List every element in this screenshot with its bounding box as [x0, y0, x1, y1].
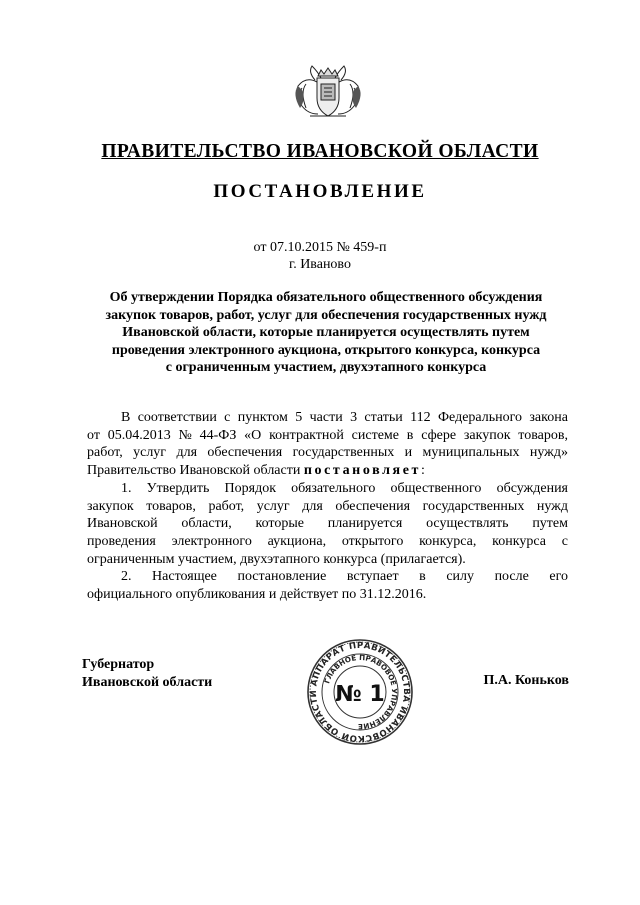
word: №	[178, 427, 192, 443]
word: обеспечения	[207, 445, 283, 461]
word: обсуждения	[496, 480, 568, 496]
subject-line: Ивановской области, которые планируется осуществлять путем	[122, 325, 530, 340]
signer-title-line: Губернатор	[82, 657, 155, 672]
word: товаров,	[518, 427, 568, 443]
city-line: г. Иваново	[289, 257, 351, 272]
word: с	[561, 533, 568, 549]
subject-line: проведения электронного аукциона, открытого конкурса, конкурса	[111, 342, 541, 358]
word: электронного	[171, 533, 252, 549]
word: закупок	[463, 427, 511, 443]
word: государственных	[422, 498, 525, 514]
document-body	[87, 409, 568, 604]
word: части	[309, 410, 343, 425]
word: общественного	[390, 480, 482, 496]
word: от	[87, 427, 100, 443]
word: 3	[350, 410, 358, 425]
subject-line: Об утверждении Порядка обязательного общественного обсуждения	[109, 290, 543, 305]
resolution-suffix: :	[421, 463, 425, 479]
resolution-keyword: постановляет	[303, 463, 421, 479]
word: в	[419, 569, 426, 585]
word: работ,	[208, 498, 245, 514]
word: Федерального	[437, 410, 523, 425]
word: контрактной	[269, 427, 344, 443]
body-line	[87, 409, 568, 427]
word: вступает	[346, 569, 399, 585]
word: «О	[244, 427, 262, 443]
word: для	[302, 498, 323, 514]
word: планируется	[327, 516, 403, 532]
word: услуг	[256, 498, 290, 514]
word: услуг	[133, 445, 167, 461]
word: 112	[410, 410, 431, 425]
word: закупок	[87, 498, 134, 514]
item2-line: официального опубликования и действует по 31.12.2016.	[87, 587, 427, 603]
word: Ивановской	[87, 516, 158, 532]
subject-line: с ограниченным участием, двухэтапного конкурса	[165, 360, 487, 375]
word: области,	[181, 516, 232, 532]
word: 44-ФЗ	[199, 427, 237, 443]
item1-line	[87, 480, 568, 498]
word: и	[404, 445, 413, 461]
word: в	[406, 427, 414, 443]
item1-line	[87, 515, 568, 533]
word: 1.	[121, 480, 132, 496]
item1-line: ограниченным участием, двухэтапного конкурса (прилагается).	[87, 551, 466, 567]
date-number-line: от 07.10.2015 № 459-п	[253, 240, 387, 255]
item1-line	[87, 498, 568, 516]
word: В	[121, 410, 131, 425]
word: Порядок	[224, 480, 277, 496]
word: 2.	[121, 569, 132, 585]
word: закона	[529, 410, 568, 425]
signer-title	[82, 656, 212, 691]
word: Утвердить	[146, 480, 210, 496]
word: 5	[295, 410, 303, 425]
signer-name: П.А. Коньков	[483, 673, 569, 688]
subject-line: закупок товаров, работ, услуг для обеспечения государственных нужд	[105, 307, 547, 323]
word: постановление	[237, 569, 327, 585]
word: обязательного	[291, 480, 376, 496]
word: нужд»	[529, 445, 568, 461]
item2-line	[87, 568, 568, 586]
word: системе	[351, 427, 399, 443]
word: осуществлять	[426, 516, 509, 532]
document-subject	[80, 289, 572, 377]
word: конкурса,	[419, 533, 477, 549]
word: путем	[532, 516, 568, 532]
item1-line	[87, 533, 568, 551]
word: которые	[255, 516, 304, 532]
stamp-outer-text: АППАРАТ ПРАВИТЕЛЬСТВА ИВАНОВСКОЙ ОБЛАСТИ	[308, 640, 412, 744]
word: его	[549, 569, 568, 585]
word: 05.04.2013	[107, 427, 171, 443]
document-type: ПОСТАНОВЛЕНИЕ	[213, 181, 427, 202]
signer-title-line: Ивановской области	[82, 674, 213, 690]
word: проведения	[87, 533, 156, 549]
stamp-inner-text: ГЛАВНОЕ ПРАВОВОЕ УПРАВЛЕНИЕ	[322, 652, 400, 732]
word: аукциона,	[267, 533, 327, 549]
word: Настоящее	[152, 569, 217, 585]
coat-of-arms-emblem	[288, 64, 368, 122]
word: пунктом	[237, 410, 288, 425]
word: нужд	[536, 498, 568, 514]
word: соответствии	[137, 410, 217, 425]
word: работ,	[87, 445, 123, 461]
word: государственных	[292, 445, 395, 461]
word: конкурса	[492, 533, 546, 549]
official-stamp	[306, 638, 414, 746]
body-line	[87, 427, 568, 445]
word: обеспечения	[335, 498, 411, 514]
word: после	[494, 569, 529, 585]
word: статьи	[364, 410, 403, 425]
body-line-resolution	[87, 462, 568, 480]
resolution-prefix: Правительство Ивановской области	[87, 463, 304, 479]
word: открытого	[341, 533, 404, 549]
word: муниципальных	[422, 445, 520, 461]
word: с	[224, 410, 231, 425]
word: сфере	[421, 427, 457, 443]
word: силу	[446, 569, 475, 585]
stamp-number: № 1	[335, 682, 385, 707]
body-line	[87, 444, 568, 462]
word: товаров,	[146, 498, 196, 514]
word: для	[176, 445, 198, 461]
government-title: ПРАВИТЕЛЬСТВО ИВАНОВСКОЙ ОБЛАСТИ	[101, 141, 539, 162]
